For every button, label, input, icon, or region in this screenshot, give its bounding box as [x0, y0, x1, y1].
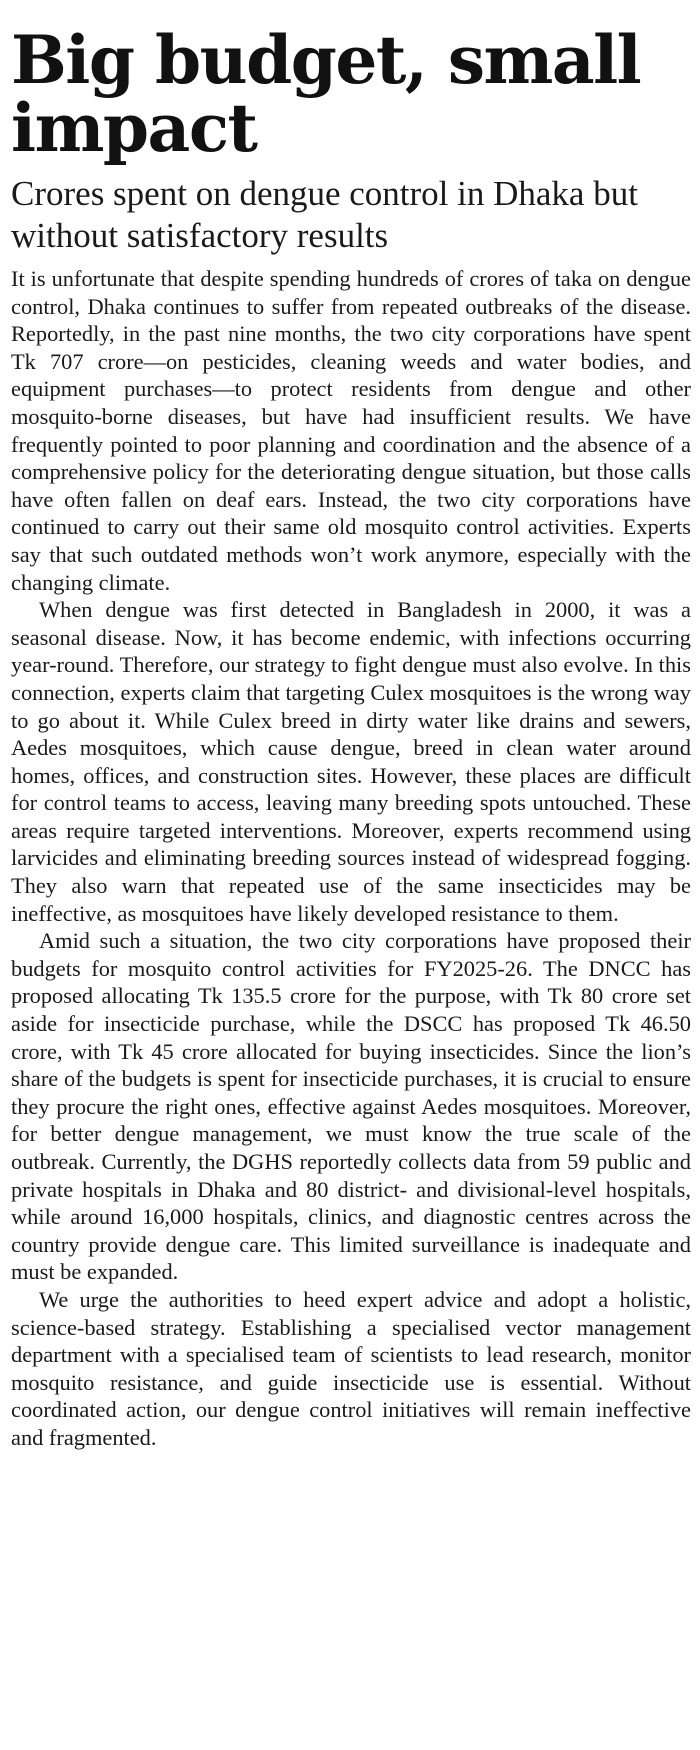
body-paragraph-2: When dengue was first detected in Bangladesh in 2000, it was a seasonal disease. Now, it has become endemic, with infections occurring year-round. Therefore, our strategy to fight dengue must also evolve. In this connection, experts claim that targeting Culex mosquitoes is the wrong way to go about it. While Culex breed in dirty water like drains and sewers, Aedes mosquitoes, which cause dengue, breed in clean water around homes, offices, and construction sites. However, these places are difficult for control teams to access, leaving many breeding spots untouched. These areas require targeted interventions. Moreover, experts recommend using larvicides and eliminating breeding sources instead of widespread fogging. They also warn that repeated use of the same insecticides may be ineffective, as mosquitoes have likely developed resistance to them. [11, 597, 691, 926]
article-body [11, 265, 691, 1452]
body-paragraph-1: It is unfortunate that despite spending hundreds of crores of taka on dengue control, Dhaka continues to suffer from repeated outbreaks of the disease. Reportedly, in the past nine months, the two city corporations have spent Tk 707 crore—on pesticides, cleaning weeds and water bodies, and equipment purchases—to protect residents from dengue and other mosquito-borne diseases, but have had insufficient results. We have frequently pointed to poor planning and coordination and the absence of a comprehensive policy for the deteriorating dengue situation, but those calls have often fallen on deaf ears. Instead, the two city corporations have continued to carry out their same old mosquito control activities. Experts say that such outdated methods won’t work anymore, especially with the changing climate. [11, 266, 691, 595]
body-paragraph-4: We urge the authorities to heed expert advice and adopt a holistic, science-based strategy. Establishing a specialised vector management department with a specialised team of scientists to lead research, monitor mosquito resistance, and guide insecticide use is essential. Without coordinated action, our dengue control initiatives will remain ineffective and fragmented. [11, 1286, 691, 1450]
subheadline: Crores spent on dengue control in Dhaka but without satisfactory results [11, 174, 638, 255]
headline: Big budget, small impact [11, 21, 641, 167]
body-paragraph-3: Amid such a situation, the two city corporations have proposed their budgets for mosquito control activities for FY2025-26. The DNCC has proposed allocating Tk 135.5 crore for the purpose, with Tk 80 crore set aside for insecticide purchase, while the DSCC has proposed Tk 46.50 crore, with Tk 45 crore allocated for buying insecticides. Since the lion’s share of the budgets is spent for insecticide purchases, it is crucial to ensure they procure the right ones, effective against Aedes mosquitoes. Moreover, for better dengue management, we must know the true scale of the outbreak. Currently, the DGHS reportedly collects data from 59 public and private hospitals in Dhaka and 80 district- and divisional-level hospitals, while around 16,000 hospitals, clinics, and diagnostic centres across the country provide dengue care. This limited surveillance is inadequate and must be expanded. [11, 928, 691, 1285]
editorial-article [0, 21, 700, 1750]
